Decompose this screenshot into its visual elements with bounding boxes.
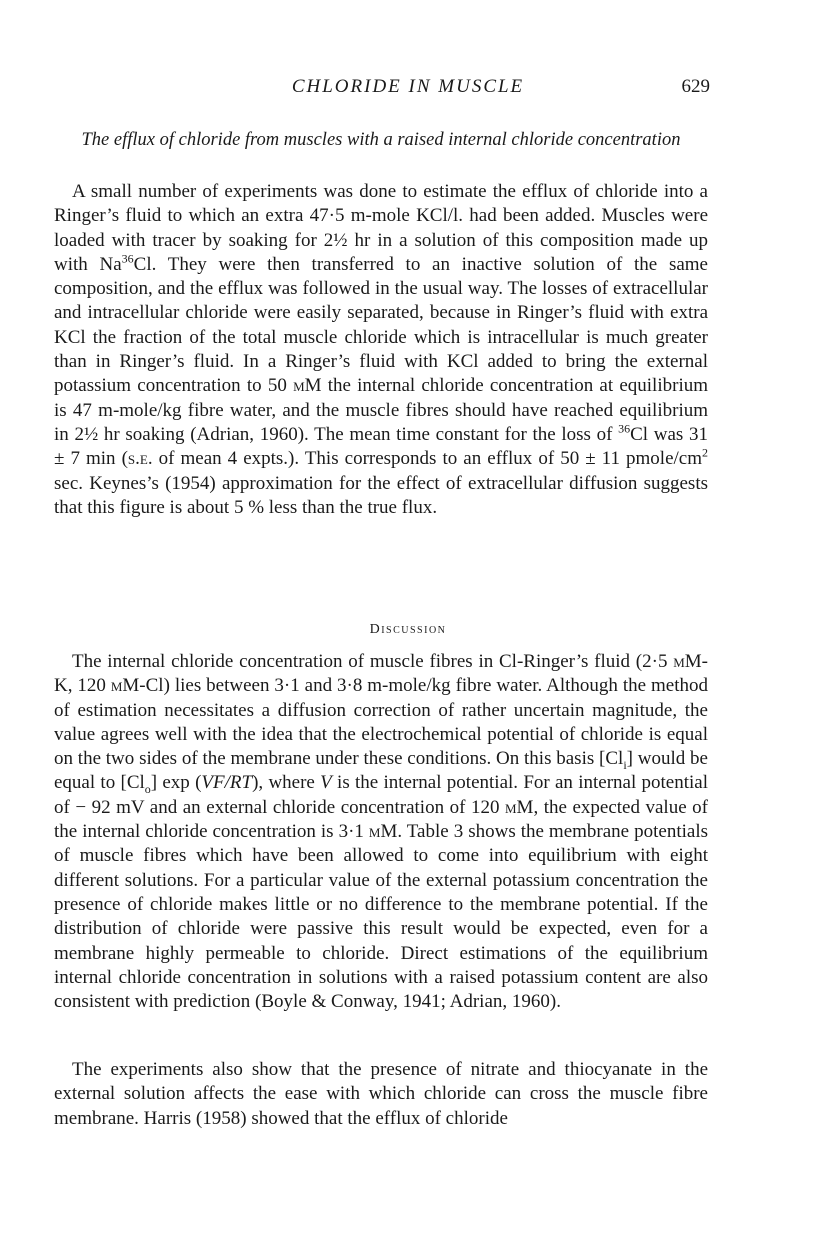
section-subheading: The efflux of chloride from muscles with a raised internal chloride concentration — [81, 130, 681, 150]
discussion-heading: Discussion — [369, 622, 447, 637]
paragraph-efflux: A small number of experiments was done to estimate the efflux of chloride into a Ringer’s fluid to which an extra 47·5 m-mole KCl/l. had been added. Muscles were loaded with tracer by soaking for 2½ hr in a solution of this composition made up with Na$^{36}$Cl. They were then transferred to an inactive solution of the same composition, and the efflux was followed in the usual way. The losses of extracellular and intracellular chloride were easily separated, because in Ringer’s fluid with extra KCl the fraction of the total muscle chloride which is intracellular is much greater than in Ringer’s fluid. In a Ringer’s fluid with KCl added to bring the external potassium concentration to 50 mM the internal chloride concentration at equilibrium is 47 m-mole/kg fibre water, and the muscle fibres should have reached equilibrium in 2½ hr soaking (Adrian, 1960). The mean time constant for the loss of $^{36}$Cl was 31 ± 7 min (s.e. of mean 4 expts.). This corresponds to an efflux of 50 ± 11 pmole/$cm^2$ sec. Keynes’s (1954) approximation for the effect of extracellular diffusion suggests that this figure is about 5 % less than the true flux. — [54, 181, 708, 518]
paragraph-discussion-1: The internal chloride concentration of muscle fibres in Cl-Ringer’s fluid (2·5 mM-K, 120 mM-Cl) lies between 3·1 and 3·8 m-mole/kg fibre water. Although the method of estimation necessitates a diffusion correction of rather uncertain magnitude, the value agrees well with the idea that the electrochemical potential of chloride is equal on the two sides of the membrane under these conditions. On this basis $[Cl_i]$ would be equal to $[Cl_o]$ exp (VF/RT), where V is the internal potential. For an internal potential of − 92 mV and an external chloride concentration of 120 mM, the expected value of the internal chloride concentration is 3·1 mM. Table 3 shows the membrane potentials of muscle fibres which have been allowed to come into equilibrium with eight different solutions. For a particular value of the external potassium concentration the presence of chloride makes little or no difference to the membrane potential. If the distribution of chloride were passive this result would be expected, even for a membrane highly permeable to chloride. Direct estimations of the equilibrium internal chloride concentration in solutions with a raised potassium content are also consistent with prediction (Boyle & Conway, 1941; Adrian, 1960). — [54, 651, 708, 1013]
page-number: 629 — [681, 76, 710, 97]
running-head-title: CHLORIDE IN MUSCLE — [291, 76, 525, 97]
paragraph-discussion-2: The experiments also show that the presence of nitrate and thiocyanate in the external solution affects the ease with which chloride can cross the muscle fibre membrane. Harris (1958) showed that the efflux of chloride — [54, 1059, 708, 1129]
running-head — [0, 76, 816, 100]
